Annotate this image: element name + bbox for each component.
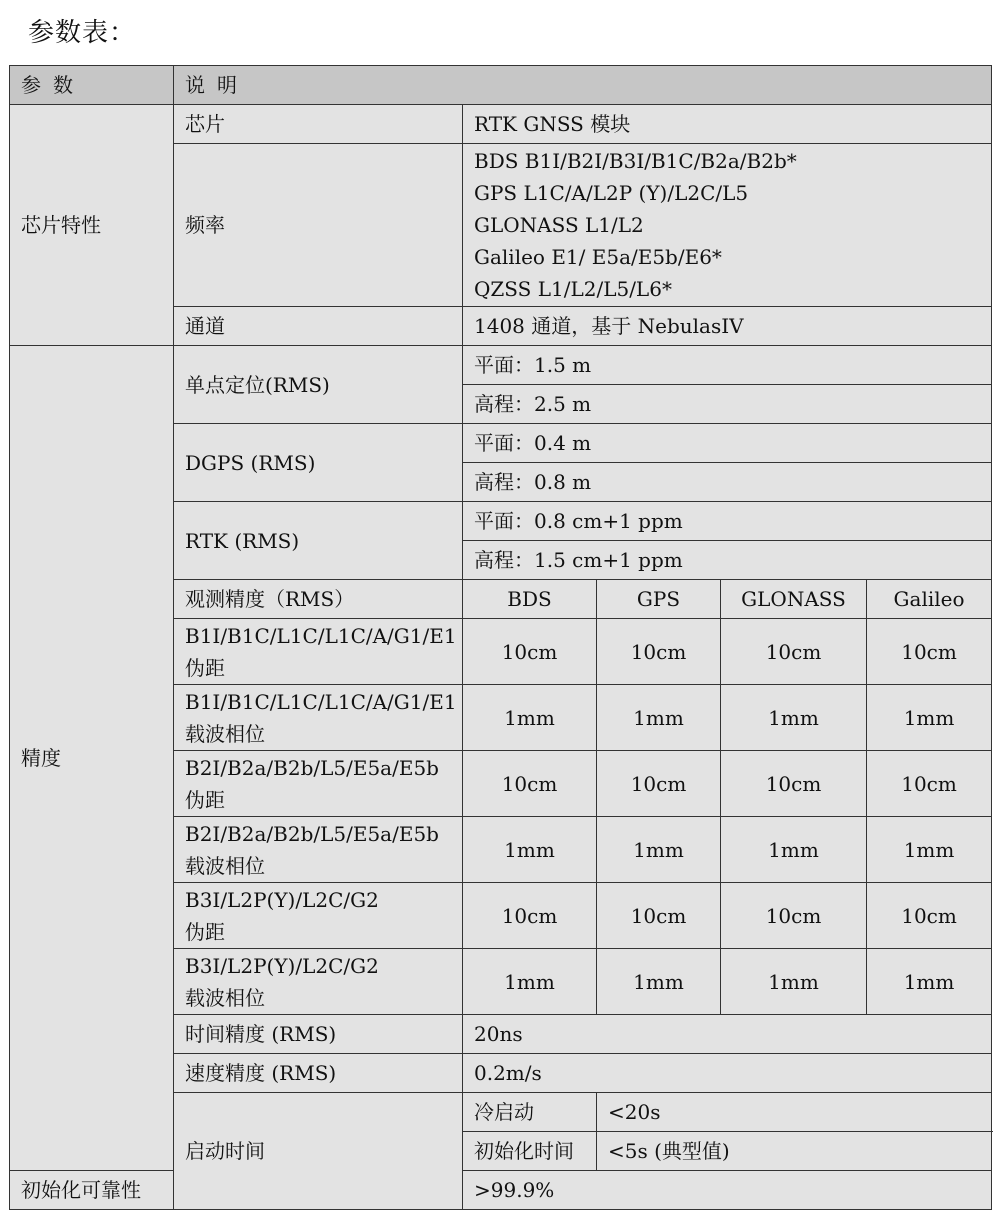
row-label-init-reliability: 初始化可靠性 (10, 1171, 174, 1210)
group-precision: 精度 (10, 346, 174, 1171)
row-label-init-time: 初始化时间 (463, 1132, 597, 1171)
document-heading: 参数表： (28, 18, 137, 48)
obs-row-signal: B2I/B2a/B2b/L5/E5a/E5b (185, 755, 439, 780)
table-row (10, 105, 992, 144)
freq-line-gps: GPS L1C/A/L2P (Y)/L2C/L5 (474, 181, 749, 205)
freq-line-bds: BDS B1I/B2I/B3I/B1C/B2a/B2b* (474, 149, 797, 173)
obs-row-label (174, 751, 463, 817)
row-label-single-point: 单点定位(RMS) (174, 346, 463, 424)
row-value-single-horizontal: 平面：1.5 m (463, 346, 992, 385)
obs-cell: 1mm (597, 949, 721, 1015)
obs-cell: 1mm (597, 817, 721, 883)
obs-row-signal: B2I/B2a/B2b/L5/E5a/E5b (185, 821, 439, 846)
row-value-cold-start: <20s (597, 1093, 992, 1132)
row-label-frequency: 频率 (174, 144, 463, 307)
row-value-init-reliability: >99.9% (463, 1171, 992, 1210)
row-value-frequency (463, 144, 992, 307)
row-label-speed-precision: 速度精度 (RMS) (174, 1054, 463, 1093)
obs-cell: 10cm (867, 619, 992, 685)
obs-cell: 10cm (597, 619, 721, 685)
obs-row-signal: B3I/L2P(Y)/L2C/G2 (185, 887, 379, 912)
obs-row-label (174, 619, 463, 685)
row-value-rtk-horizontal: 平面：0.8 cm+1 ppm (463, 502, 992, 541)
obs-col-gps: GPS (597, 580, 721, 619)
row-value-init-time: <5s (典型值) (597, 1132, 992, 1171)
obs-cell: 1mm (867, 817, 992, 883)
row-label-chip: 芯片 (174, 105, 463, 144)
freq-line-qzss: QZSS L1/L2/L5/L6* (474, 277, 672, 301)
obs-row-signal: B1I/B1C/L1C/L1C/A/G1/E1 (185, 623, 457, 648)
obs-row-kind: 载波相位 (185, 985, 265, 1010)
group-startup: 启动时间 (174, 1093, 463, 1210)
obs-cell: 10cm (867, 883, 992, 949)
obs-row-kind: 伪距 (185, 787, 225, 812)
obs-col-bds: BDS (463, 580, 597, 619)
row-label-cold-start: 冷启动 (463, 1093, 597, 1132)
row-value-speed-precision: 0.2m/s (463, 1054, 992, 1093)
obs-row-kind: 伪距 (185, 919, 225, 944)
obs-cell: 10cm (597, 883, 721, 949)
table-row (10, 1171, 992, 1210)
obs-cell: 1mm (721, 949, 867, 1015)
obs-cell: 1mm (867, 685, 992, 751)
table-row (10, 346, 992, 385)
obs-cell: 10cm (463, 619, 597, 685)
obs-row-kind: 伪距 (185, 655, 225, 680)
parameter-table (9, 65, 992, 1210)
row-value-chip: RTK GNSS 模块 (463, 105, 992, 144)
row-label-time-precision: 时间精度 (RMS) (174, 1015, 463, 1054)
obs-cell: 10cm (721, 751, 867, 817)
obs-col-glonass: GLONASS (721, 580, 867, 619)
row-label-channel: 通道 (174, 307, 463, 346)
obs-cell: 10cm (463, 751, 597, 817)
obs-row-label (174, 817, 463, 883)
obs-cell: 1mm (597, 685, 721, 751)
obs-row-kind: 载波相位 (185, 721, 265, 746)
row-label-dgps: DGPS (RMS) (174, 424, 463, 502)
obs-cell: 10cm (721, 883, 867, 949)
obs-row-kind: 载波相位 (185, 853, 265, 878)
obs-cell: 1mm (463, 817, 597, 883)
header-desc: 说明 (174, 66, 992, 105)
row-label-observation: 观测精度（RMS） (174, 580, 463, 619)
table-header-row (10, 66, 992, 105)
obs-cell: 1mm (867, 949, 992, 1015)
obs-cell: 10cm (597, 751, 721, 817)
row-value-channel: 1408 通道，基于 NebulasIV (463, 307, 992, 346)
row-value-time-precision: 20ns (463, 1015, 992, 1054)
header-param: 参数 (10, 66, 174, 105)
obs-row-label (174, 685, 463, 751)
row-label-rtk: RTK (RMS) (174, 502, 463, 580)
row-value-rtk-vertical: 高程：1.5 cm+1 ppm (463, 541, 992, 580)
row-value-single-vertical: 高程：2.5 m (463, 385, 992, 424)
row-value-dgps-vertical: 高程：0.8 m (463, 463, 992, 502)
obs-cell: 10cm (867, 751, 992, 817)
obs-row-label (174, 883, 463, 949)
obs-row-signal: B3I/L2P(Y)/L2C/G2 (185, 953, 379, 978)
freq-line-galileo: Galileo E1/ E5a/E5b/E6* (474, 245, 722, 269)
obs-row-signal: B1I/B1C/L1C/L1C/A/G1/E1 (185, 689, 457, 714)
obs-cell: 1mm (721, 685, 867, 751)
obs-cell: 1mm (721, 817, 867, 883)
obs-cell: 1mm (463, 949, 597, 1015)
obs-cell: 10cm (721, 619, 867, 685)
obs-cell: 10cm (463, 883, 597, 949)
obs-col-galileo: Galileo (867, 580, 992, 619)
obs-cell: 1mm (463, 685, 597, 751)
row-value-dgps-horizontal: 平面：0.4 m (463, 424, 992, 463)
group-chip: 芯片特性 (10, 105, 174, 346)
obs-row-label (174, 949, 463, 1015)
freq-line-glonass: GLONASS L1/L2 (474, 213, 644, 237)
